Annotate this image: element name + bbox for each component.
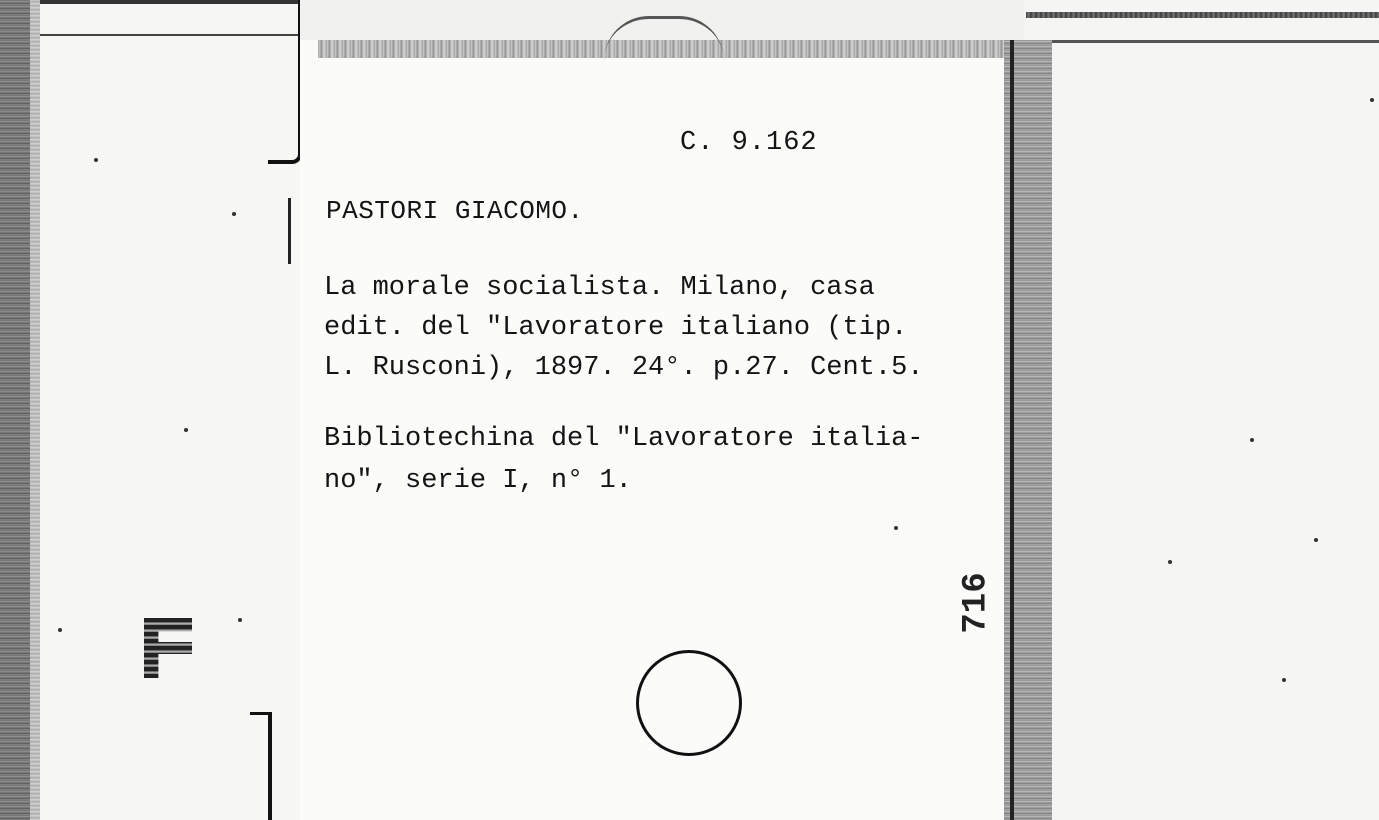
bottom-bracket-mark bbox=[268, 712, 288, 820]
side-stamped-number: 716 bbox=[957, 572, 996, 634]
dust-speck bbox=[94, 158, 98, 162]
index-tab-mark bbox=[268, 0, 302, 164]
scanner-edge-left-inner bbox=[30, 0, 40, 820]
background-card-left-rule bbox=[40, 34, 300, 36]
dust-speck bbox=[1314, 538, 1318, 542]
author-heading: PASTORI GIACOMO. bbox=[326, 196, 584, 226]
series-line: Bibliotechina del "Lavoratore italia- bbox=[324, 424, 924, 454]
dust-speck bbox=[894, 526, 898, 530]
description-line: L. Rusconi), 1897. 24°. p.27. Cent.5. bbox=[324, 353, 924, 383]
scanner-edge-left bbox=[0, 0, 30, 820]
dust-speck bbox=[1282, 678, 1286, 682]
index-tab-short-mark bbox=[288, 198, 291, 264]
background-card-right-rule bbox=[1026, 40, 1379, 43]
call-number: C. 9.162 bbox=[680, 128, 818, 158]
dust-speck bbox=[238, 618, 242, 622]
background-card-right-top-edge bbox=[1026, 12, 1379, 18]
bibliographic-description bbox=[324, 268, 1024, 388]
dust-speck bbox=[1250, 438, 1254, 442]
dust-speck bbox=[1168, 560, 1172, 564]
background-card-right bbox=[1026, 0, 1379, 820]
description-line: edit. del "Lavoratore italiano (tip. bbox=[324, 313, 908, 343]
dust-speck bbox=[232, 212, 236, 216]
dust-speck bbox=[58, 628, 62, 632]
background-card-left bbox=[40, 0, 300, 820]
description-line: La morale socialista. Milano, casa bbox=[324, 273, 875, 303]
dust-speck bbox=[184, 428, 188, 432]
punch-hole bbox=[636, 650, 742, 756]
series-line: no", serie I, n° 1. bbox=[324, 466, 632, 496]
series-note bbox=[324, 418, 1024, 502]
dust-speck bbox=[1370, 98, 1374, 102]
